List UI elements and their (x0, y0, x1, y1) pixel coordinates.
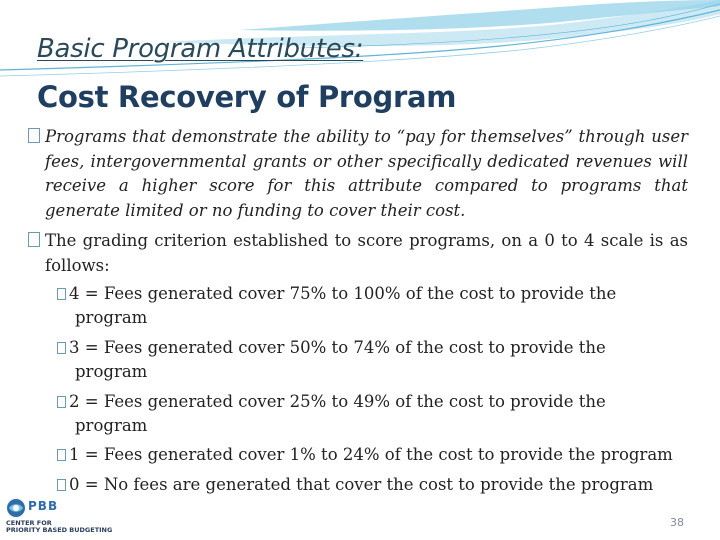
criterion-score-3 (57, 336, 688, 384)
slide-subtitle: Basic Program Attributes: (37, 34, 364, 64)
criterion-text-continued: program (75, 308, 148, 327)
criterion-text: 4 = Fees generated cover 75% to 100% of the cost to provide the (69, 284, 617, 303)
criterion-text-continued: program (75, 416, 148, 435)
page-number: 38 (670, 516, 684, 529)
criterion-text: 0 = No fees are generated that cover the cost to provide the program (69, 475, 654, 494)
bullet-cost-recovery-description (45, 125, 688, 223)
criterion-text-continued: program (75, 362, 148, 381)
criterion-text: 3 = Fees generated cover 50% to 74% of the cost to provide the (69, 338, 606, 357)
criterion-text: 2 = Fees generated cover 25% to 49% of the cost to provide the (69, 392, 606, 411)
bullet-box-icon (57, 396, 66, 408)
bullet-box-icon (57, 449, 66, 461)
bullet-text: The grading criterion established to score programs, on a 0 to 4 scale is as follows: (45, 231, 688, 275)
bullet-box-icon (57, 342, 66, 354)
bullet-box-icon (57, 479, 66, 491)
criterion-score-0 (57, 473, 692, 497)
bullet-box-icon (57, 288, 66, 300)
criterion-score-2 (57, 390, 688, 438)
logo-line-2: PRIORITY BASED BUDGETING (6, 526, 113, 534)
logo-line-1: CENTER FOR (6, 519, 52, 527)
pbb-globe-icon (6, 498, 26, 518)
bullet-grading-criterion (45, 229, 688, 278)
criterion-score-4 (57, 282, 688, 330)
criterion-score-1 (57, 443, 692, 467)
pbb-logo (6, 498, 116, 540)
bullet-box-icon (28, 128, 40, 143)
logo-abbreviation: PBB (28, 499, 59, 513)
bullet-box-icon (28, 232, 40, 247)
criterion-text: 1 = Fees generated cover 1% to 24% of the cost to provide the program (69, 445, 673, 464)
bullet-text: Programs that demonstrate the ability to “pay for themselves” through user fees, intergovernmental grants or other specifically dedicated revenues will receive a higher score for this attribute compared to programs that generate limited or no funding to cover their cost. (45, 127, 688, 220)
slide-title: Cost Recovery of Program (37, 80, 457, 114)
